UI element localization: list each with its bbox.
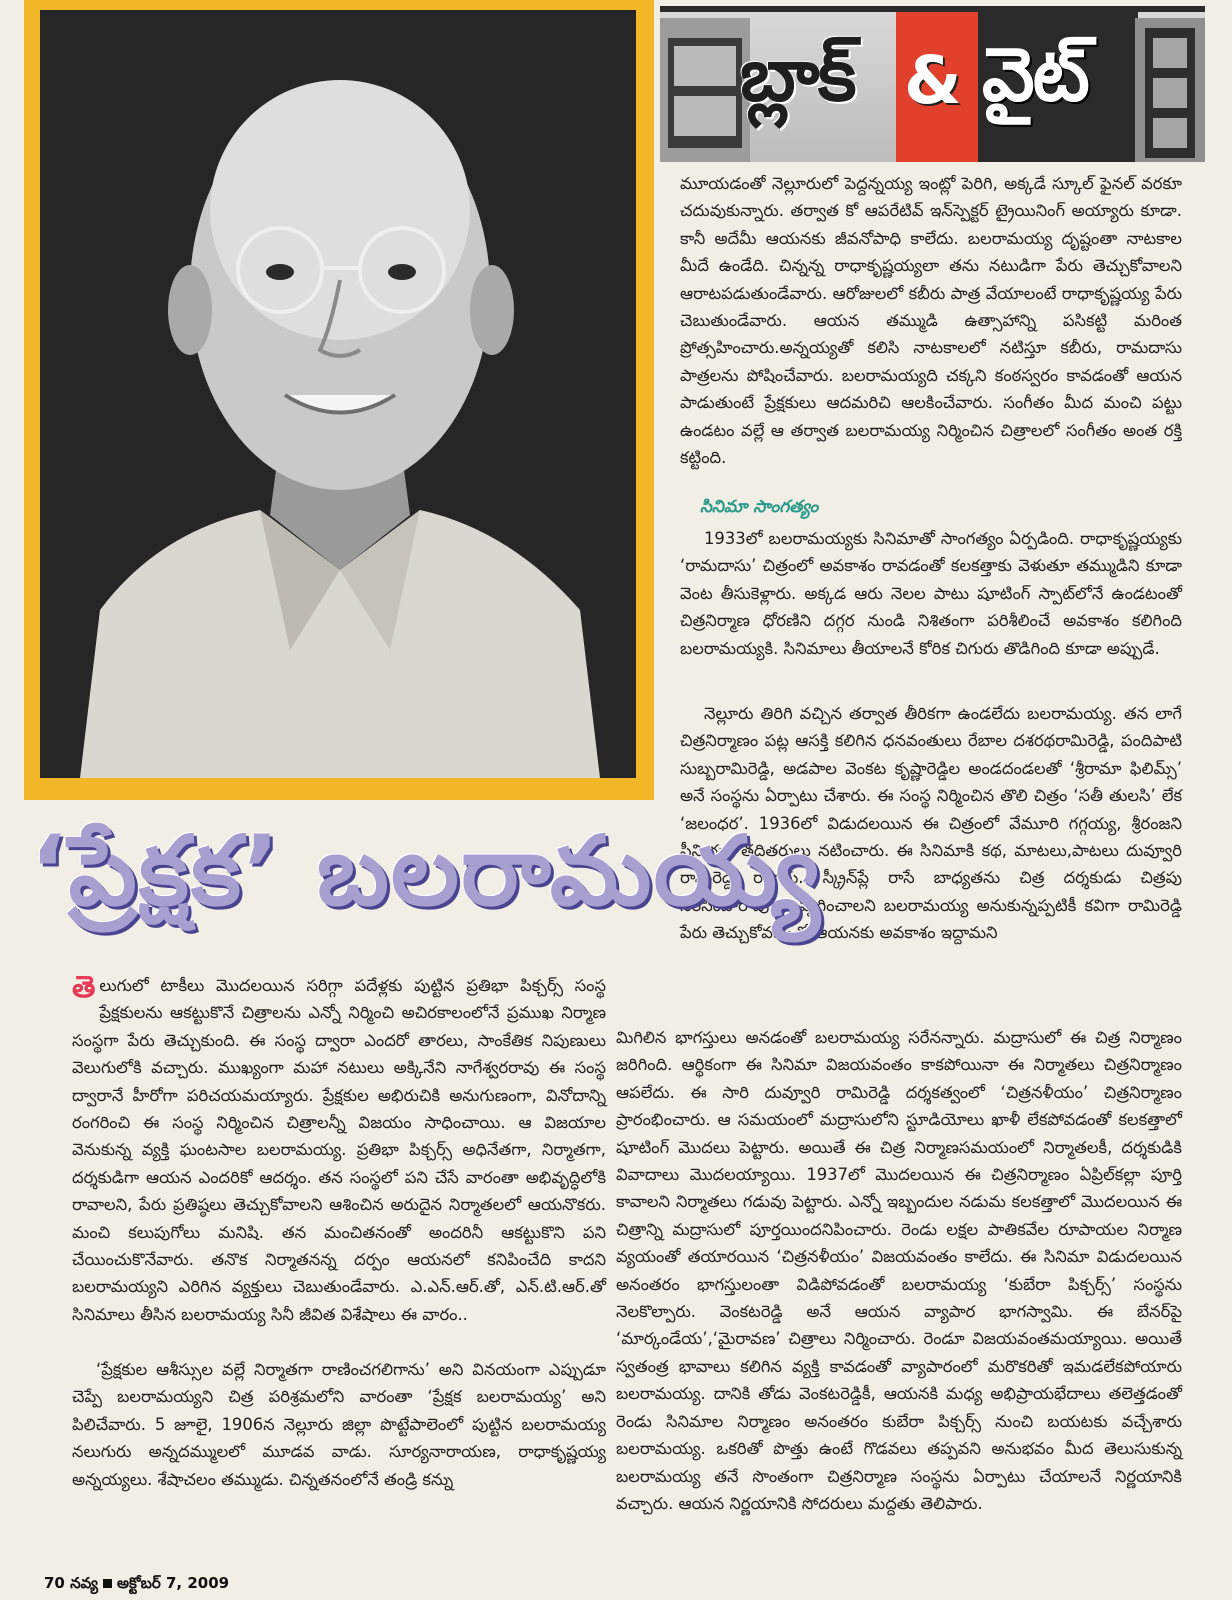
- article-paragraph: మిగిలిన భాగస్తులు అనడంతో బలరామయ్య సరేనన్నారు. మద్రాసులో ఈ చిత్ర నిర్మాణం జరిగింది. ఆర్థికంగా ఈ సినిమా విజయవంతం కాకపోయినా ఈ నిర్మాతలు చిత్రనిర్మాణం ఆపలేదు. ఈ సారి దువ్వూరి రామిరెడ్డి దర్శకత్వంలో ‘చిత్రనళీయం’ చిత్రనిర్మాణం ప్రారంభించారు. ఆ సమయంలో మద్రాసులోని స్టూడియోలు ఖాళీ లేకపోవడంతో కలకత్తాలో షూటింగ్ మొదలు పెట్టారు. అయితే ఈ చిత్ర నిర్మాణసమయంలో నిర్మాతలకీ, దర్శకుడికి వివాదాలు మొదలయ్యాయి. 1937లో మొదలయిన ఈ చిత్రనిర్మాణం ఏప్రిల్‌కల్లా పూర్తి కావాలని నిర్మాతలు గడువు పెట్టారు. ఎన్నో ఇబ్బందుల నడుమ కలకత్తాలో మొదలయిన ఈ చిత్రాన్ని మద్రాసులో పూర్తయిందనిపించారు. రెండు లక్షల పాతికవేల రూపాయల నిర్మాణ వ్యయంతో తయారయిన ‘చిత్రనళీయం’ విజయవంతం కాలేదు. ఈ సినిమా విడుదలయిన అనంతరం భాగస్తులంతా విడిపోవడంతో బలరామయ్య ‘కుబేరా పిక్చర్స్’ సంస్థను నెలకొల్పారు. వెంకటరెడ్డి అనే ఆయన వ్యాపార భాగస్వామి. ఈ బేనర్‌పై ‘మార్కండేయ’,‘మైరావణ’ చిత్రాలు నిర్మించారు. రెండూ విజయవంతమయ్యాయి. అయితే స్వతంత్ర భావాలు కలిగిన వ్యక్తి కావడంతో వ్యాపారంలో మరొకరితో ఇమడలేకపోయారు బలరామయ్య. దానికి తోడు వెంకటరెడ్డికీ, ఆయనకి మధ్య అభిప్రాయభేదాలు తలెత్తడంతో రెండు సినిమాల నిర్మాణం అనంతరం కుబేరా పిక్చర్స్ నుంచి బయటకు వచ్చేశారు బలరామయ్య. ఒకరితో పొత్తు ఉంటే గొడవలు తప్పవని అనుభవం మీద తెలుసుకున్న బలరామయ్య తనే సొంతంగా చిత్రనిర్మాణ సంస్థను ఏర్పాటు చేయాలనే నిర్ణయానికి వచ్చారు. ఆయన నిర్ణయానికి సోదరులు మద్దతు తెలిపారు.: [616, 1028, 1182, 1513]
- article-paragraph: 1933లో బలరామయ్యకు సినిమాతో సాంగత్యం ఏర్పడింది. రాధాకృష్ణయ్యకు ‘రామదాసు’ చిత్రంలో అవకాశం రావడంతో కలకత్తాకు వెళుతూ తమ్ముడిని కూడా వెంట తీసుకెళ్లారు. అక్కడ ఆరు నెలల పాటు షూటింగ్ స్పాట్‌లోనే ఉండటంతో చిత్రనిర్మాణ ధోరణిని దగ్గర నుండి నిశితంగా పరిశీలించే అవకాశం కలిగింది బలరామయ్యకి. సినిమాలు తీయాలనే కోరిక చిగురు తొడిగింది కూడా అప్పుడే.: [680, 529, 1182, 658]
- banner-ampersand: &: [904, 42, 962, 119]
- intro-text: లుగులో టాకీలు మొదలయిన సరిగ్గా పదేళ్లకు పుట్టిన ప్రతిభా పిక్చర్స్ సంస్థ ప్రేక్షకులను ఆకట్టుకొనే చిత్రాలను ఎన్నో నిర్మించి అచిరకాలంలోనే ప్రముఖ నిర్మాణ సంస్థగా పేరు తెచ్చుకుంది. ఈ సంస్థ ద్వారా ఎందరో తారలు, సాంకేతిక నిపుణులు వెలుగులోకి వచ్చారు. ముఖ్యంగా మహా నటులు అక్కినేని నాగేశ్వరరావు ఈ సంస్థ ద్వారానే హీరోగా పరిచయమయ్యారు. ప్రేక్షకుల అభిరుచికి అనుగుణంగా, వినోదాన్ని రంగరించి ఈ సంస్థ నిర్మించిన చిత్రాలన్నీ విజయం సాధించాయి. ఆ విజయాల వెనుకున్న వ్యక్తి ఘంటసాల బలరామయ్య. ప్రతిభా పిక్చర్స్ అధినేతగా, నిర్మాతగా, దర్శకుడిగా ఆయన ఎందరికో ఆదర్శం. తన సంస్థలో పని చేసే వారంతా అభివృద్ధిలోకి రావాలని, పేరు ప్రతిష్ఠలు తెచ్చుకోవాలని ఆశించిన అరుదైన నిర్మాతలలో ఆయనొకరు. మంచి కలుపుగోలు మనిషి. తన మంచితనంతో అందరినీ ఆకట్టుకొని పని చేయించుకొనేవారు. తనొక నిర్మాతనన్న దర్పం ఆయనలో కనిపించేది కాదని బలరామయ్యని ఎరిగిన వ్యక్తులు చెబుతుండేవారు. ఎ.ఎన్.ఆర్.తో, ఎన్.టి.ఆర్.తో సినిమాలు తీసిన బలరామయ్య సినీ జీవిత విశేషాలు ఈ వారం..: [72, 976, 606, 1324]
- page-footer: [44, 1574, 229, 1596]
- article-paragraph: [72, 972, 606, 1328]
- photo-frame: [24, 0, 654, 800]
- section-subheading: సినిమా సాంగత్యం: [700, 497, 819, 517]
- drop-cap: తె: [72, 970, 96, 1005]
- square-bullet-icon: [103, 1579, 112, 1588]
- issue-date: అక్టోబర్ 7, 2009: [117, 1574, 230, 1592]
- magazine-name: నవ్య: [70, 1574, 99, 1592]
- banner-word-white: వైట్: [982, 32, 1088, 118]
- banner-word-black: బ్లాక్: [740, 32, 855, 118]
- article-paragraph: మూయడంతో నెల్లూరులో పెద్దన్నయ్య ఇంట్లో పెరిగి, అక్కడే స్కూల్ ఫైనల్ వరకూ చదువుకున్నారు. తర్వాత కో ఆపరేటివ్ ఇన్‌స్పెక్టర్ ట్రైయినింగ్ అయ్యారు కూడా. కానీ అదేమీ ఆయనకు జీవనోపాధి కాలేదు. బలరామయ్య దృష్టంతా నాటకాల మీదే ఉండేది. చిన్నన్న రాధాకృష్ణయ్యలా తను నటుడిగా పేరు తెచ్చుకోవాలని ఆరాటపడుతుండేవారు. ఆరోజులలో కబీరు పాత్ర వేయాలంటే రాధాకృష్ణయ్య పేరు చెబుతుండేవారు. ఆయన తమ్ముడి ఉత్సాహాన్ని పసికట్టి మరింత ప్రోత్సహించారు.అన్నయ్యతో కలిసి నాటకాలలో నటిస్తూ కబీరు, రామదాసు పాత్రలను పోషించేవారు. బలరామయ్యది చక్కని కంఠస్వరం కావడంతో ఆయన పాడుతుంటే ప్రేక్షకులు ఆదమరిచి ఆలకించేవారు. సంగీతం మీద మంచి పట్టు ఉండటం వల్లే ఆ తర్వాత బలరామయ్య నిర్మించిన చిత్రాలలో సంగీతం అంత రక్తి కట్టింది.: [680, 174, 1182, 468]
- film-reel-icon: [1135, 18, 1205, 162]
- page-number: 70: [44, 1574, 65, 1592]
- film-strip-icon: [660, 18, 750, 162]
- article-paragraph: ‘ప్రేక్షకుల ఆశీస్సుల వల్లే నిర్మాతగా రాణించగలిగాను’ అని వినయంగా ఎప్పుడూ చెప్పే బలరామయ్యని చిత్ర పరిశ్రమలోని వారంతా ‘ప్రేక్షక బలరామయ్య’ అని పిలిచేవారు. 5 జూలై, 1906న నెల్లూరు జిల్లా పొట్టేపాలెంలో పుట్టిన బలరామయ్య నలుగురు అన్నదమ్ములలో మూడవ వాడు. సూర్యనారాయణ, రాధాకృష్ణయ్య అన్నయ్యలు. శేషాచలం తమ్ముడు. చిన్నతనంలోనే తండ్రి కన్ను: [72, 1360, 606, 1489]
- article-title: ‘ప్రేక్షక’ బలరామయ్య: [30, 815, 822, 927]
- article-paragraph: నెల్లూరు తిరిగి వచ్చిన తర్వాత తీరికగా ఉండలేదు బలరామయ్య. తన లాగే చిత్రనిర్మాణం పట్ల ఆసక్తి కలిగిన ధనవంతులు రేబాల దశరథరామిరెడ్డి, పందిపాటి సుబ్బరామిరెడ్డి, అడపాల వెంకట కృష్ణారెడ్డిల అండదండలతో ‘శ్రీరామా ఫిలిమ్స్’ అనే సంస్థను ఏర్పాటు చేశారు. ఈ సంస్థ నిర్మించిన తొలి చిత్రం ‘సతీ తులసి’ లేక ‘జలంధర’. 1936లో విడుదలయిన ఈ చిత్రంలో వేమూరి గగ్గయ్య, శ్రీరంజని సీనియర్ తదితరులు నటించారు. ఈ సినిమాకి కథ, మాటలు,పాటలు దువ్వూరి రామిరెడ్డి రాశారు. స్క్రీన్‌ప్లే రాసే బాధ్యతను చిత్ర దర్శకుడు చిత్రపు నరసింహారావుకి అప్పగించాలని బలరామయ్య అనుకున్నప్పటికీ కవిగా రామిరెడ్డి పేరు తెచ్చుకోవడంతో ఆయనకు అవకాశం ఇద్దామని: [680, 704, 1182, 943]
- column-banner: [660, 6, 1205, 162]
- portrait-photo: [40, 10, 636, 778]
